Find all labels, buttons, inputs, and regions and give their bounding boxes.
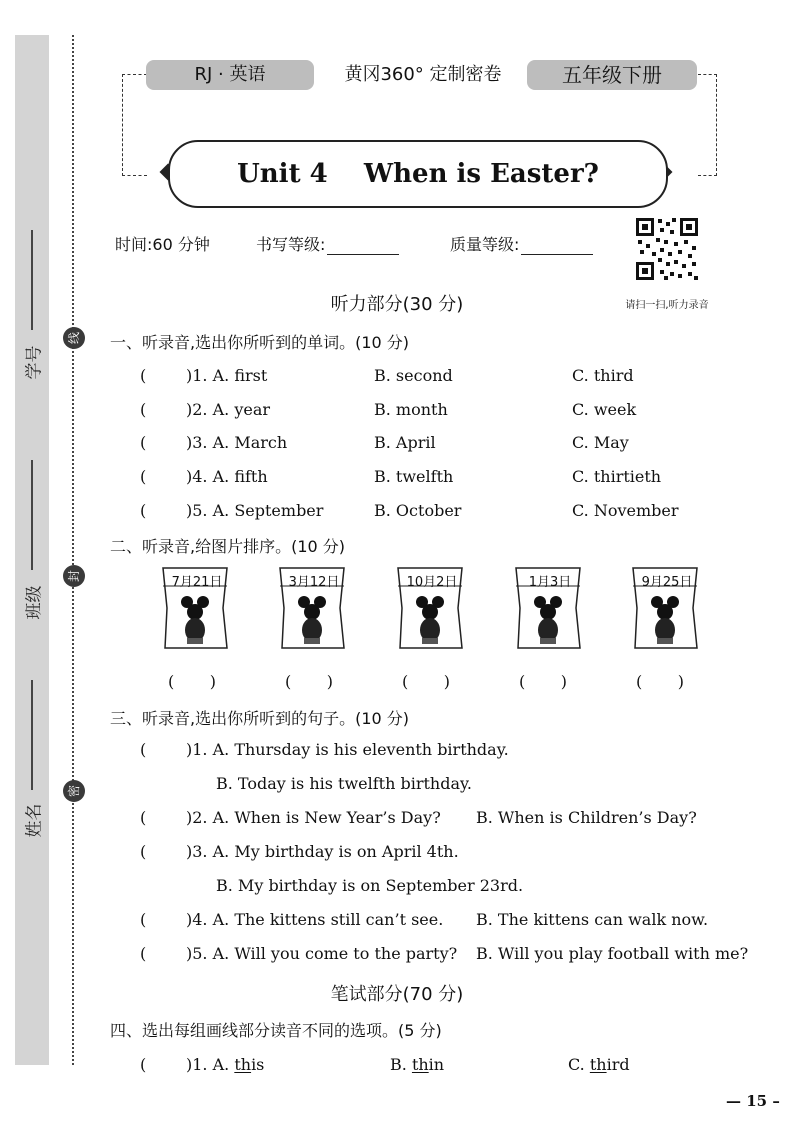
option-c: C. third — [568, 1055, 630, 1074]
series-title: 黄冈360° 定制密卷 — [344, 64, 502, 85]
student-id-label: 学号 — [24, 345, 45, 380]
writing-grade-blank[interactable] — [327, 240, 399, 255]
option-b: B. Will you play football with me? — [476, 944, 749, 963]
grade-badge: 五年级下册 — [527, 60, 697, 90]
option-c: C. third — [572, 366, 634, 385]
card-date: 7月21日 — [171, 575, 223, 590]
subject-badge: RJ · 英语 — [146, 60, 314, 90]
answer-blank[interactable]: ( — [140, 1055, 147, 1074]
class-blank — [31, 460, 33, 570]
underlined-sound: th — [234, 1055, 252, 1074]
seal-secret: 密 — [63, 780, 85, 802]
card-date: 10月2日 — [406, 575, 458, 590]
order-blank[interactable]: ( ) — [401, 672, 451, 691]
section1-title: 一、听录音,选出你所听到的单词。(10 分) — [110, 333, 410, 352]
answer-blank[interactable]: ( — [140, 467, 147, 486]
time-limit: 时间:60 分钟 — [115, 235, 210, 254]
option-a: )2. A. year — [186, 400, 271, 419]
answer-blank[interactable]: ( — [140, 366, 147, 385]
option-a: )1. A. this — [186, 1055, 265, 1074]
option-a: )3. A. March — [186, 433, 288, 452]
order-blank[interactable]: ( ) — [284, 672, 334, 691]
card-date: 9月25日 — [641, 575, 693, 590]
name-label: 姓名 — [24, 803, 45, 838]
answer-blank[interactable]: ( — [140, 944, 147, 963]
name-blank — [31, 680, 33, 790]
class-label: 班级 — [24, 585, 45, 620]
page-number: — 15 – — [726, 1092, 780, 1110]
option-b: B. thin — [390, 1055, 445, 1074]
option-b: B. twelfth — [374, 467, 454, 486]
option-a: )5. A. Will you come to the party? — [186, 944, 458, 963]
unit-title: Unit 4 When is Easter? — [168, 140, 668, 208]
seal-seal: 封 — [63, 565, 85, 587]
option-a: )4. A. fifth — [186, 467, 268, 486]
answer-blank[interactable]: ( — [140, 501, 147, 520]
qr-code-icon[interactable] — [634, 216, 700, 282]
option-b: B. month — [374, 400, 448, 419]
answer-blank[interactable]: ( — [140, 842, 147, 861]
option-c: C. November — [572, 501, 679, 520]
option-b: B. When is Children’s Day? — [476, 808, 697, 827]
option-b: B. The kittens can walk now. — [476, 910, 709, 929]
writing-part-title: 笔试部分(70 分) — [330, 984, 464, 1005]
qr-caption: 请扫一扫,听力录音 — [625, 300, 709, 311]
option-a: )5. A. September — [186, 501, 324, 520]
header-frame-left — [122, 74, 147, 176]
card-date: 1月3日 — [528, 575, 572, 590]
option-b: B. My birthday is on September 23rd. — [216, 876, 524, 895]
underlined-sound: th — [411, 1055, 429, 1074]
answer-blank[interactable]: ( — [140, 740, 147, 759]
option-a: )3. A. My birthday is on April 4th. — [186, 842, 459, 861]
cut-line — [72, 35, 74, 1065]
section4-title: 四、选出每组画线部分读音不同的选项。(5 分) — [110, 1021, 442, 1040]
seal-line: 线 — [63, 327, 85, 349]
quality-grade: 质量等级: — [450, 232, 593, 255]
option-b: B. Today is his twelfth birthday. — [216, 774, 473, 793]
option-a: )1. A. first — [186, 366, 268, 385]
order-blank[interactable]: ( ) — [635, 672, 685, 691]
writing-grade: 书写等级: — [256, 232, 399, 255]
option-b: B. second — [374, 366, 453, 385]
section3-title: 三、听录音,选出你所听到的句子。(10 分) — [110, 709, 410, 728]
answer-blank[interactable]: ( — [140, 808, 147, 827]
order-blank[interactable]: ( ) — [518, 672, 568, 691]
option-a: )4. A. The kittens still can’t see. — [186, 910, 444, 929]
quality-grade-blank[interactable] — [521, 240, 593, 255]
option-c: C. May — [572, 433, 629, 452]
answer-blank[interactable]: ( — [140, 433, 147, 452]
option-b: B. April — [374, 433, 436, 452]
underlined-sound: th — [589, 1055, 607, 1074]
option-c: C. thirtieth — [572, 467, 662, 486]
answer-blank[interactable]: ( — [140, 910, 147, 929]
order-blank[interactable]: ( ) — [167, 672, 217, 691]
header-frame-right — [698, 74, 717, 176]
answer-blank[interactable]: ( — [140, 400, 147, 419]
option-c: C. week — [572, 400, 637, 419]
option-b: B. October — [374, 501, 462, 520]
card-date: 3月12日 — [288, 575, 340, 590]
option-a: )1. A. Thursday is his eleventh birthday. — [186, 740, 509, 759]
section2-title: 二、听录音,给图片排序。(10 分) — [110, 537, 346, 556]
listening-part-title: 听力部分(30 分) — [330, 294, 464, 315]
option-a: )2. A. When is New Year’s Day? — [186, 808, 441, 827]
